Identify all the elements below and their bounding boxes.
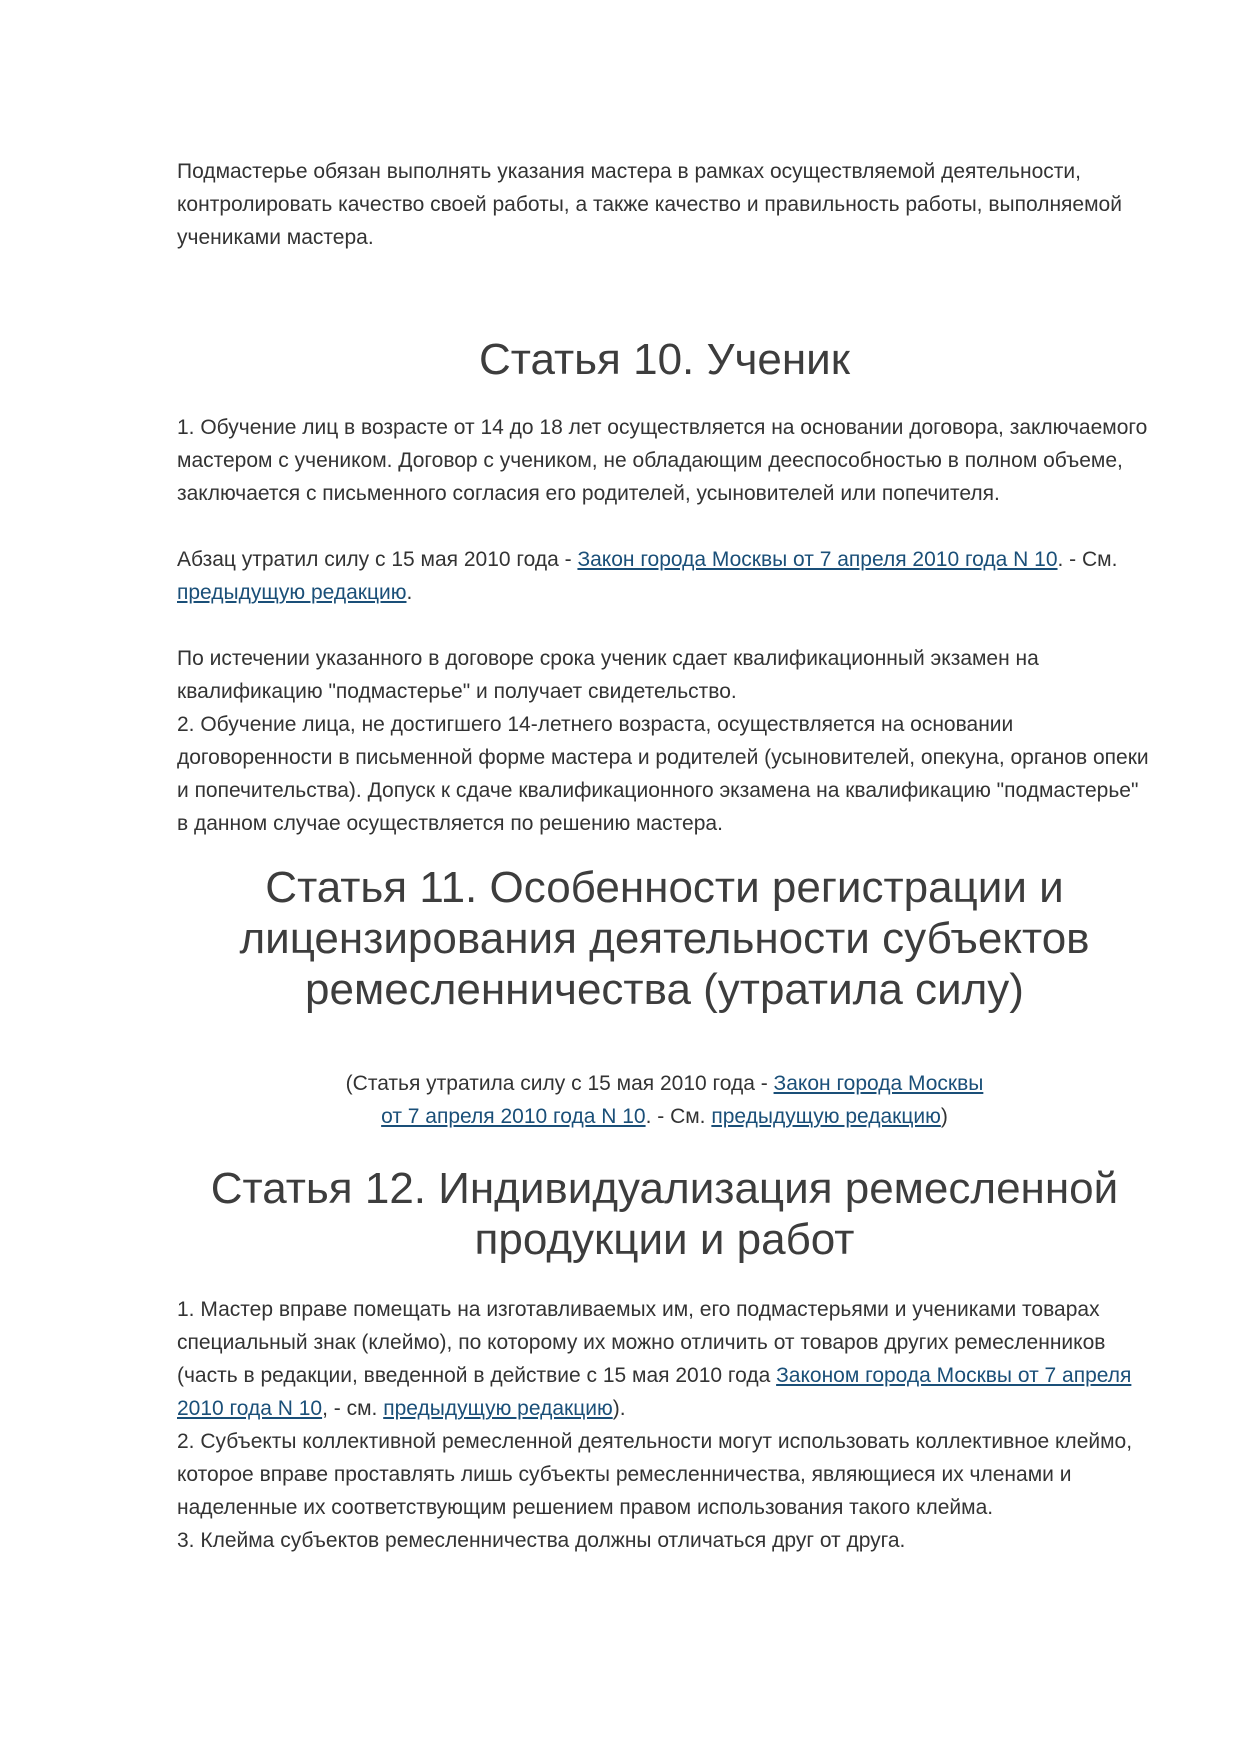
article-12-title-line-1: Статья 12. Индивидуализация ремесленной <box>210 1164 1119 1213</box>
previous-edition-link[interactable]: предыдущую редакцию <box>711 1105 941 1128</box>
intro-paragraph: Подмастерье обязан выполнять указания мастера в рамках осуществляемой деятельности, контролировать качество своей работы, а также качество и правильность работы, выполняемой учениками мастера. <box>177 160 1122 249</box>
article-10-title: Статья 10. Ученик <box>479 335 850 384</box>
moscow-law-link[interactable]: Закон города Москвы от 7 апреля 2010 года N 10 <box>577 548 1058 571</box>
article-11-repeal-note <box>177 1067 1152 1133</box>
article-10-paragraph-3: По истечении указанного в договоре срока ученик сдает квалификационный экзамен на квалификацию "подмастерье" и получает свидетельство. <box>177 647 1039 703</box>
article-11-title-line-1: Статья 11. Особенности регистрации и <box>265 863 1064 912</box>
article-11-title-line-2: лицензирования деятельности субъектов <box>239 914 1090 963</box>
article-12-p1-text: 1. Мастер вправе помещать на изготавливаемых им, его подмастерьями и учениками товарах специальный знак (клеймо), по которому их можно отличить от товаров других ремесленников (часть в редакции, введенной в действие с 15 мая 2010 года <box>177 1298 1106 1387</box>
article-11-note-mid: . - См. <box>645 1105 712 1128</box>
article-11-title-line-3: ремесленничества (утратила силу) <box>305 965 1024 1014</box>
article-11-note-suffix: ) <box>940 1105 948 1128</box>
article-10-paragraph-4: 2. Обучение лица, не достигшего 14-летнего возраста, осуществляется на основании договоренности в письменной форме мастера и родителей (усыновителей, опекуна, органов опеки и попечительства). Допуск к сдаче квалификационного экзамена на квалификацию "подмастерье" в данном случае осуществляется по решению мастера. <box>177 713 1149 835</box>
article-11-note-prefix: (Статья утратила силу с 15 мая 2010 года - <box>345 1072 774 1095</box>
article-12-p1-suffix: ). <box>612 1397 626 1420</box>
article-12-title <box>177 1163 1152 1265</box>
document-page <box>177 0 1152 1557</box>
article-11-title <box>177 862 1152 1015</box>
article-12-p1-mid: , - см. <box>322 1397 384 1420</box>
previous-edition-link[interactable]: предыдущую редакцию <box>177 581 407 604</box>
repeal-note-prefix: Абзац утратил силу с 15 мая 2010 года - <box>177 548 578 571</box>
article-10-paragraph-2 <box>177 543 1152 609</box>
article-12-paragraph-2: 2. Субъекты коллективной ремесленной деятельности могут использовать коллективное клеймо, которое вправе проставлять лишь субъекты ремесленничества, являющиеся их членами и наделенные их соответствующим решением правом использования такого клейма. <box>177 1430 1133 1519</box>
repeal-note-mid: . - См. <box>1057 548 1118 571</box>
article-12-title-line-2: продукции и работ <box>474 1215 855 1264</box>
moscow-law-link[interactable]: Закон города Москвы <box>773 1072 984 1095</box>
article-12-paragraph-1 <box>177 1293 1152 1425</box>
article-12-paragraph-3: 3. Клейма субъектов ремесленничества должны отличаться друг от друга. <box>177 1529 906 1552</box>
moscow-law-link[interactable]: Законом города Москвы от 7 апреля 2010 года N 10 <box>177 1364 1132 1420</box>
repeal-note-suffix: . <box>406 581 413 604</box>
article-10-paragraph-1: 1. Обучение лиц в возрасте от 14 до 18 лет осуществляется на основании договора, заключаемого мастером с учеником. Договор с учеником, не обладающим дееспособностью в полном объеме, заключается с письменного согласия его родителей, усыновителей или попечителя. <box>177 416 1148 505</box>
moscow-law-link-date[interactable]: от 7 апреля 2010 года N 10 <box>381 1105 646 1128</box>
previous-edition-link[interactable]: предыдущую редакцию <box>383 1397 613 1420</box>
